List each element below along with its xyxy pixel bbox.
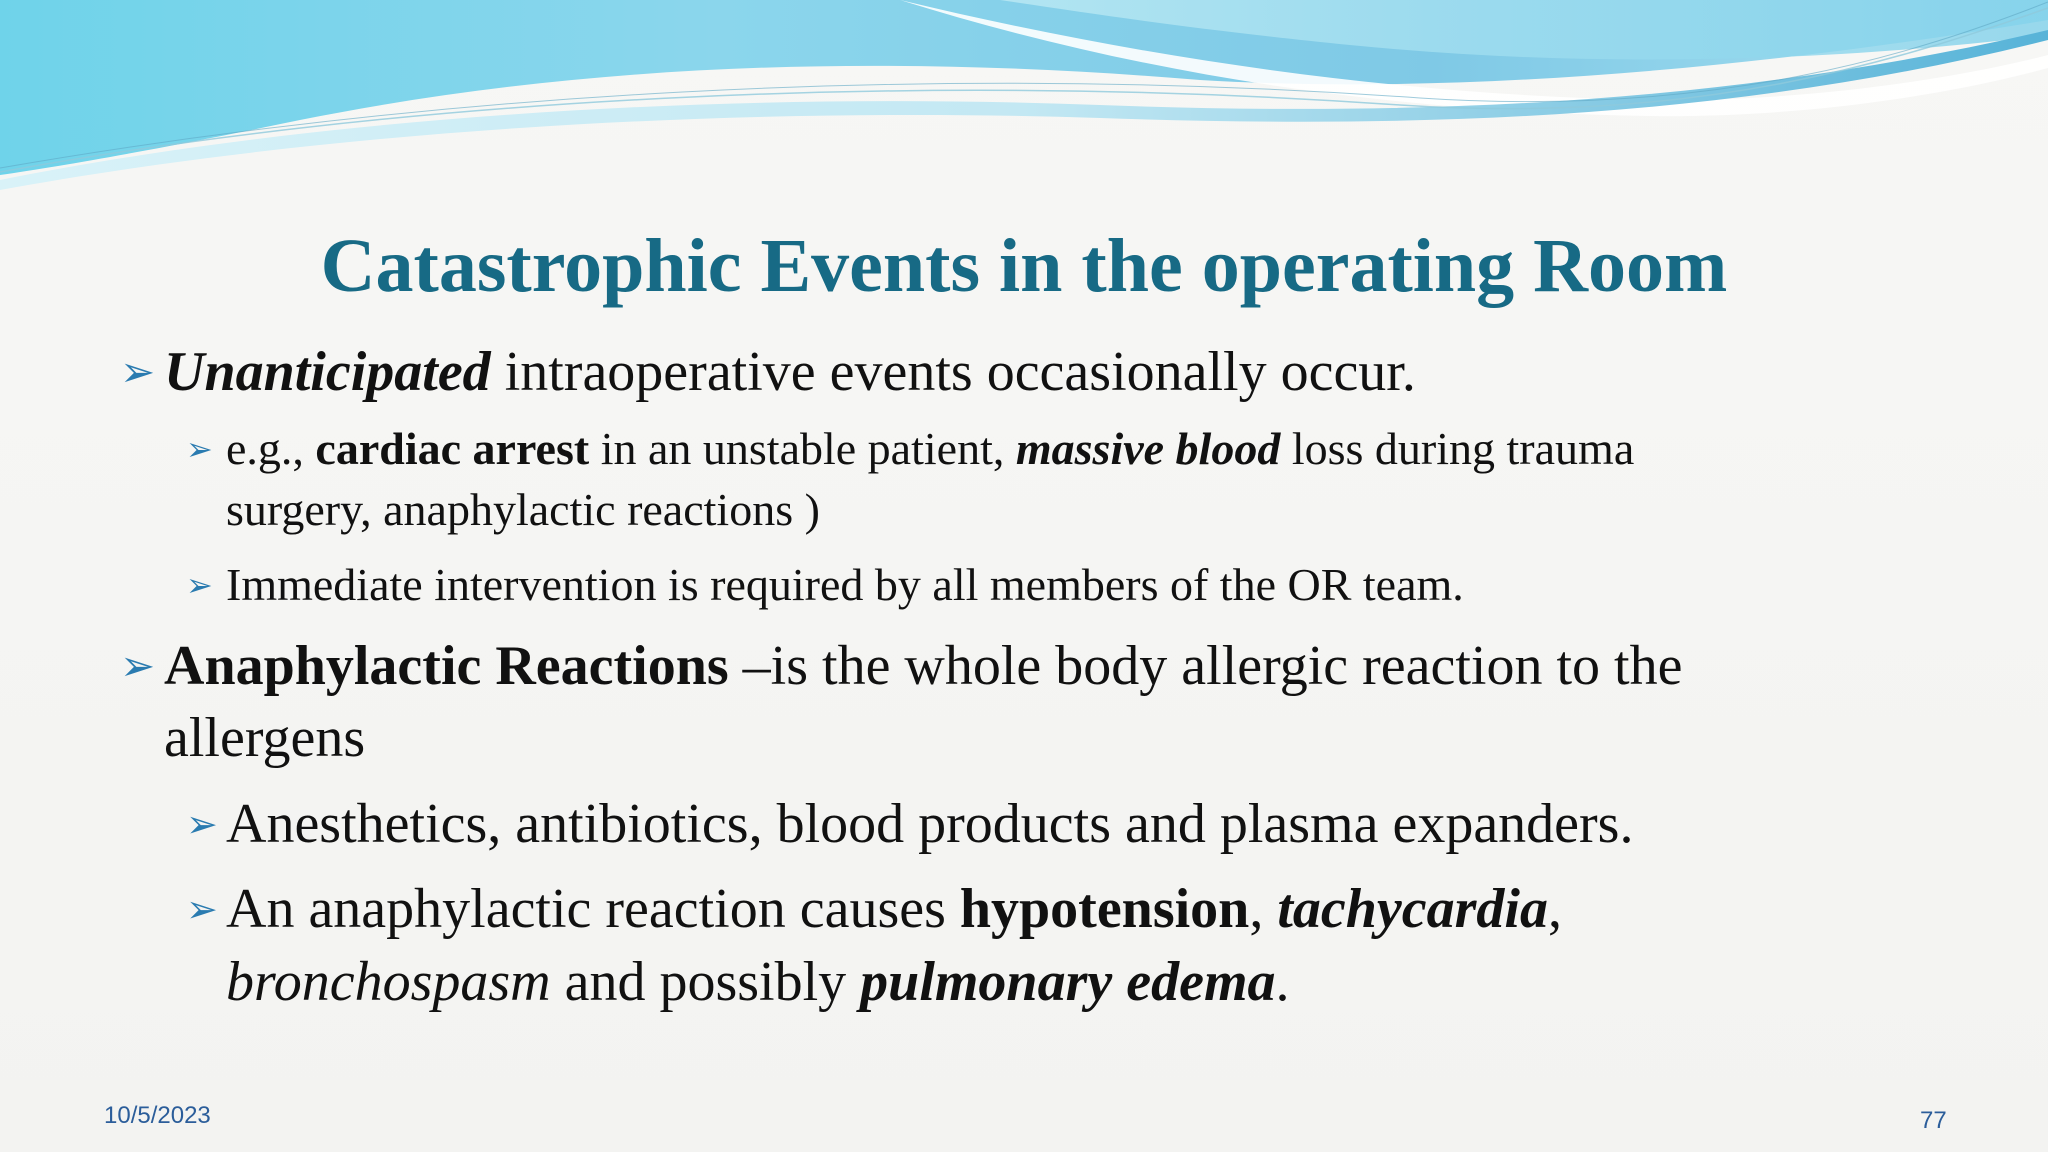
- bullet-2-continuation: allergens: [164, 707, 366, 769]
- arrow-bullet-icon: ➢: [120, 347, 156, 396]
- bullet-1-rest: intraoperative events occasionally occur.: [490, 341, 1416, 403]
- header-wave-decoration: [0, 0, 2048, 200]
- bullet-2-2-seg-1: An anaphylactic reaction causes: [226, 878, 960, 940]
- bullet-1-text: [164, 340, 1416, 404]
- bullet-2-emphasis: Anaphylactic Reactions: [164, 635, 729, 697]
- bullet-2-1-seg-1: Anesthetics, antibiotics, blood products and plasma expanders.: [226, 793, 1634, 855]
- bullet-2-2-text: [226, 877, 1562, 941]
- arrow-bullet-icon: ➢: [186, 887, 218, 931]
- bullet-1-1-seg-3: in an unstable patient,: [589, 423, 1016, 474]
- arrow-bullet-icon: ➢: [186, 430, 213, 468]
- bullet-2-2-cont-seg-3: pulmonary edema: [860, 951, 1276, 1013]
- footer-page-number: 77: [1920, 1107, 1947, 1134]
- bullet-1-1-seg-2: cardiac arrest: [315, 423, 590, 474]
- bullet-1-2-seg-1: Immediate intervention is required by all members of the OR team.: [226, 559, 1464, 610]
- arrow-bullet-icon: ➢: [186, 566, 213, 604]
- bullet-1-1-text: [226, 421, 1634, 477]
- bullet-2-2-cont-seg-4: .: [1275, 951, 1290, 1013]
- bullet-1-1-seg-4: massive blood: [1015, 423, 1281, 474]
- arrow-bullet-icon: ➢: [120, 641, 156, 690]
- bullet-1-1-seg-5: loss during trauma: [1280, 423, 1635, 474]
- bullet-2-2-seg-5: ,: [1547, 878, 1562, 940]
- footer-date: 10/5/2023: [104, 1102, 211, 1129]
- bullet-1-1-continuation: surgery, anaphylactic reactions ): [226, 484, 820, 535]
- slide-title: Catastrophic Events in the operating Room: [320, 224, 1728, 308]
- bullet-1-1-seg-1: e.g.,: [226, 423, 316, 474]
- bullet-2-2-seg-3: ,: [1249, 878, 1278, 940]
- arrow-bullet-icon: ➢: [186, 802, 218, 846]
- bullet-2-2-cont-seg-2: and possibly: [550, 951, 861, 1013]
- bullet-1-2-text: [226, 557, 1464, 613]
- bullet-2-2-seg-4: tachycardia: [1277, 878, 1548, 940]
- bullet-2-text: [164, 634, 1682, 698]
- bullet-2-2-seg-2: hypotension: [959, 878, 1250, 940]
- bullet-2-2-continuation: [226, 950, 1290, 1014]
- bullet-2-rest: –is the whole body allergic reaction to the: [728, 635, 1683, 697]
- bullet-2-1-text: [226, 792, 1633, 856]
- bullet-1-emphasis: Unanticipated: [164, 341, 491, 403]
- bullet-2-2-cont-seg-1: bronchospasm: [226, 951, 551, 1013]
